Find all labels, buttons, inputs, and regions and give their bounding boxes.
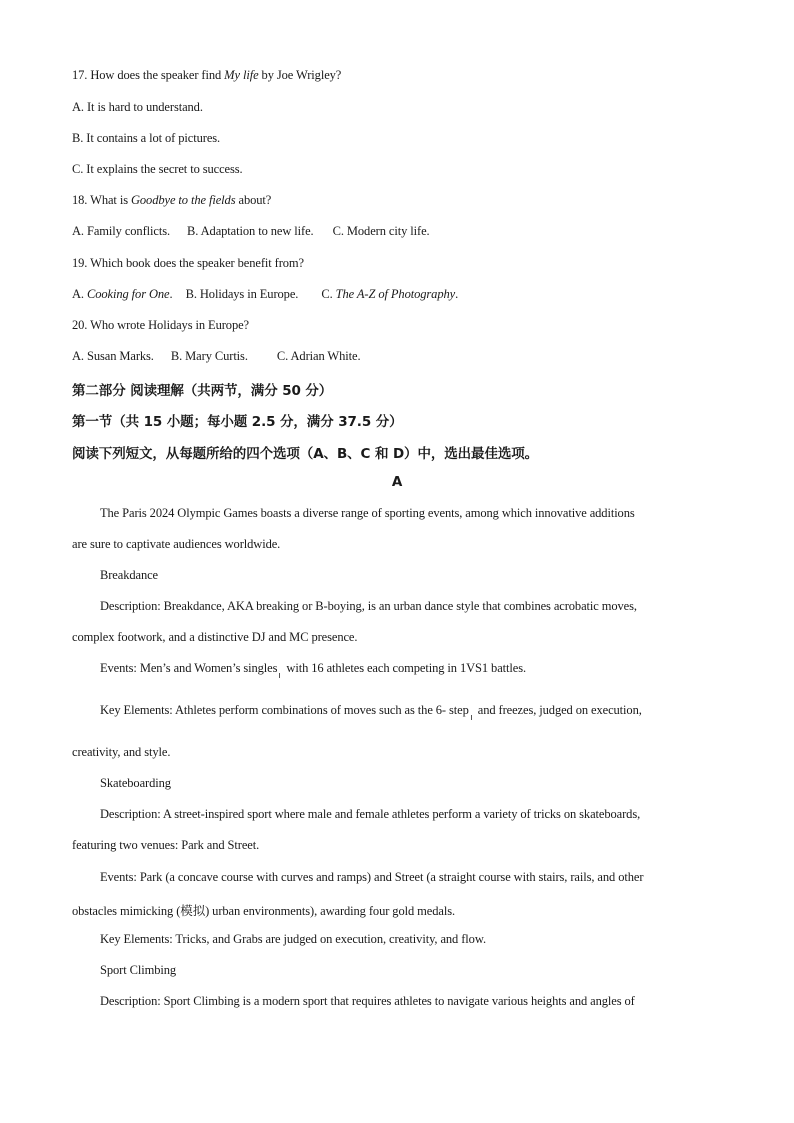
breakdance-description-line-1: Description: Breakdance, AKA breaking or B-boying, is an urban dance style that combines acrobatic moves,	[100, 599, 637, 613]
section-one-heading: 第一节（共 15 小题；每小题 2.5 分，满分 37.5 分）	[72, 414, 403, 430]
question-20-option-c[interactable]: C. Adrian White.	[276, 349, 361, 363]
climbing-description-line-1: Description: Sport Climbing is a modern sport that requires athletes to navigate various heights and angles of	[100, 994, 635, 1008]
breakdance-key-elements: Key Elements: Athletes perform combinations of moves such as the 6- step and freezes, judged on execution,	[100, 703, 642, 720]
footnote-mark	[471, 715, 472, 720]
question-19-stem: 19. Which book does the speaker benefit from?	[72, 256, 304, 270]
question-17-option-a[interactable]: A. It is hard to understand.	[72, 100, 203, 114]
question-19-option-b[interactable]: B. Holidays in Europe.	[185, 287, 299, 301]
question-18-option-b[interactable]: B. Adaptation to new life.	[187, 224, 314, 238]
passage-intro-line-2: are sure to captivate audiences worldwide.	[72, 537, 281, 551]
question-20-options	[72, 349, 360, 364]
question-20-option-a[interactable]: A. Susan Marks.	[72, 349, 154, 363]
skateboarding-key-elements: Key Elements: Tricks, and Grabs are judged on execution, creativity, and flow.	[100, 932, 486, 946]
skateboarding-description-line-1: Description: A street-inspired sport where male and female athletes perform a variety of tricks on skateboards,	[100, 807, 641, 821]
skateboarding-events-line-2: obstacles mimicking (模拟) urban environments), awarding four gold medals.	[72, 904, 455, 918]
question-17-option-c[interactable]: C. It explains the secret to success.	[72, 162, 243, 176]
question-18-option-a[interactable]: A. Family conflicts.	[72, 224, 170, 238]
question-19-option-c[interactable]: C. The A-Z of Photography.	[321, 287, 459, 301]
breakdance-key-elements-line-2: creativity, and style.	[72, 745, 171, 759]
skateboarding-heading: Skateboarding	[100, 776, 171, 790]
reading-instruction: 阅读下列短文，从每题所给的四个选项（A、B、C 和 D）中，选出最佳选项。	[72, 446, 539, 462]
book-title-goodbye: Goodbye to the fields	[130, 193, 236, 207]
question-20-option-b[interactable]: B. Mary Curtis.	[170, 349, 248, 363]
skateboarding-description-line-2: featuring two venues: Park and Street.	[72, 838, 260, 852]
question-18-options	[72, 224, 430, 239]
breakdance-heading: Breakdance	[100, 568, 158, 582]
question-20-stem: 20. Who wrote Holidays in Europe?	[72, 318, 249, 332]
footnote-mark	[279, 673, 280, 678]
skateboarding-events-line-1: Events: Park (a concave course with curves and ramps) and Street (a straight course with stairs, rails, and other	[100, 870, 644, 884]
question-18-stem: 18. What is Goodbye to the fields about?	[72, 193, 272, 207]
passage-letter: A	[391, 474, 403, 490]
breakdance-events: Events: Men’s and Women’s singles with 16 athletes each competing in 1VS1 battles.	[100, 661, 526, 678]
question-19-options	[72, 287, 458, 302]
question-17-option-b[interactable]: B. It contains a lot of pictures.	[72, 131, 221, 145]
question-18-option-c[interactable]: C. Modern city life.	[332, 224, 430, 238]
question-19-option-a[interactable]: A. Cooking for One.	[72, 287, 173, 301]
question-17-stem: 17. How does the speaker find My life by Joe Wrigley?	[72, 68, 342, 82]
part-two-heading: 第二部分 阅读理解（共两节，满分 50 分）	[72, 383, 333, 399]
climbing-heading: Sport Climbing	[100, 963, 177, 977]
passage-intro-line-1: The Paris 2024 Olympic Games boasts a diverse range of sporting events, among which innovative additions	[100, 506, 635, 520]
breakdance-description-line-2: complex footwork, and a distinctive DJ and MC presence.	[72, 630, 358, 644]
book-title-my-life: My life	[224, 68, 259, 82]
